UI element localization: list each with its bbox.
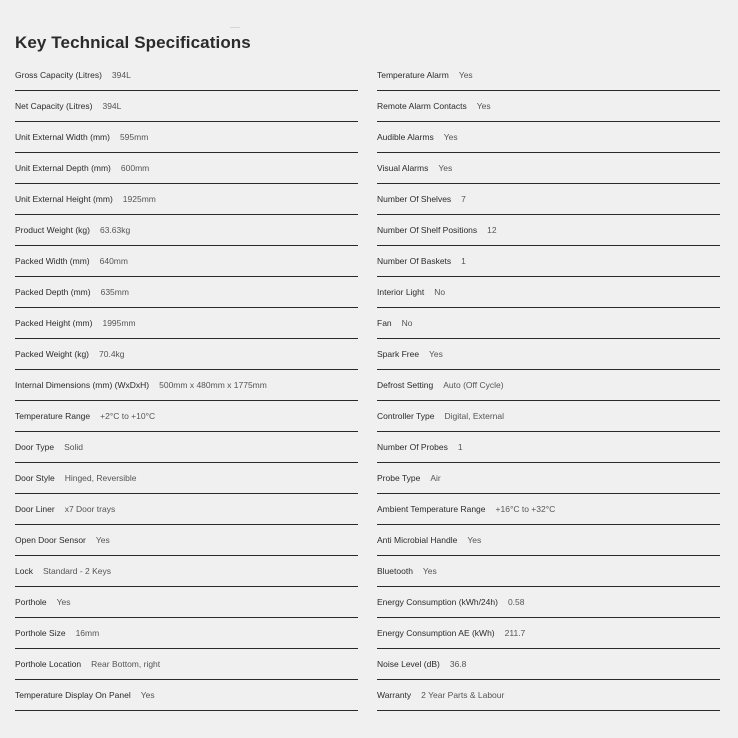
spec-row xyxy=(15,463,358,494)
spec-row xyxy=(15,618,358,649)
spec-value: 640mm xyxy=(99,256,128,266)
spec-value: Digital, External xyxy=(444,411,505,421)
spec-row xyxy=(15,556,358,587)
spec-label: Lock xyxy=(15,566,33,576)
spec-label: Packed Depth (mm) xyxy=(15,287,91,297)
spec-column-left xyxy=(15,60,358,711)
spec-value: 63.63kg xyxy=(99,225,131,235)
spec-row xyxy=(377,246,720,277)
spec-label: Product Weight (kg) xyxy=(15,225,90,235)
spec-label: Bluetooth xyxy=(377,566,413,576)
spec-row xyxy=(377,153,720,184)
spec-label: Noise Level (dB) xyxy=(377,659,440,669)
spec-label: Packed Height (mm) xyxy=(15,318,93,328)
spec-label: Door Style xyxy=(15,473,55,483)
spec-label: Fan xyxy=(377,318,392,328)
spec-label: Probe Type xyxy=(377,473,421,483)
spec-value: Yes xyxy=(429,349,443,359)
spec-column-right xyxy=(377,60,720,711)
spec-value: No xyxy=(401,318,413,328)
spec-value: Hinged, Reversible xyxy=(64,473,137,483)
spec-row xyxy=(377,618,720,649)
spec-label: Warranty xyxy=(377,690,412,700)
spec-row xyxy=(377,277,720,308)
spec-row xyxy=(377,432,720,463)
page-title: Key Technical Specifications xyxy=(15,33,251,52)
spec-columns xyxy=(15,60,720,711)
spec-row xyxy=(377,184,720,215)
spec-label: Defrost Setting xyxy=(377,380,434,390)
spec-value: 1 xyxy=(461,256,466,266)
spec-row xyxy=(377,122,720,153)
spec-label: Visual Alarms xyxy=(377,163,429,173)
spec-row xyxy=(15,184,358,215)
spec-value: 600mm xyxy=(120,163,150,173)
spec-label: Energy Consumption AE (kWh) xyxy=(377,628,495,638)
spec-row xyxy=(15,215,358,246)
spec-row xyxy=(15,649,358,680)
spec-label: Unit External Depth (mm) xyxy=(15,163,111,173)
spec-value: Air xyxy=(430,473,441,483)
spec-label: Open Door Sensor xyxy=(15,535,86,545)
spec-value: 1925mm xyxy=(122,194,156,204)
spec-label: Packed Weight (kg) xyxy=(15,349,90,359)
spec-value: 595mm xyxy=(119,132,149,142)
spec-value: +16°C to +32°C xyxy=(495,504,556,514)
spec-value: Solid xyxy=(64,442,83,452)
spec-value: 16mm xyxy=(75,628,100,638)
spec-row xyxy=(377,370,720,401)
spec-value: 0.58 xyxy=(507,597,525,607)
spec-row xyxy=(377,649,720,680)
spec-value: Yes xyxy=(56,597,71,607)
spec-value: 12 xyxy=(487,225,497,235)
spec-value: Yes xyxy=(458,70,473,80)
spec-label: Packed Width (mm) xyxy=(15,256,90,266)
spec-row xyxy=(15,370,358,401)
spec-label: Spark Free xyxy=(377,349,420,359)
spec-row xyxy=(377,339,720,370)
spec-label: Number Of Baskets xyxy=(377,256,452,266)
spec-row xyxy=(15,680,358,711)
spec-row xyxy=(15,60,358,91)
spec-label: Number Of Shelf Positions xyxy=(377,225,478,235)
spec-label: Internal Dimensions (mm) (WxDxH) xyxy=(15,380,150,390)
spec-value: x7 Door trays xyxy=(64,504,116,514)
spec-row xyxy=(377,91,720,122)
spec-value: Yes xyxy=(438,163,453,173)
spec-row xyxy=(15,494,358,525)
spec-label: Number Of Probes xyxy=(377,442,448,452)
spec-value: No xyxy=(434,287,446,297)
spec-value: Yes xyxy=(422,566,437,576)
spec-label: Porthole xyxy=(15,597,47,607)
spec-value: Yes xyxy=(95,535,110,545)
spec-value: 7 xyxy=(461,194,466,204)
spec-value: 1995mm xyxy=(102,318,136,328)
spec-row xyxy=(15,91,358,122)
spec-row xyxy=(377,308,720,339)
spec-row xyxy=(377,60,720,91)
spec-row xyxy=(377,463,720,494)
spec-label: Interior Light xyxy=(377,287,425,297)
spec-row xyxy=(377,525,720,556)
spec-label: Anti Microbial Handle xyxy=(377,535,458,545)
spec-label: Door Type xyxy=(15,442,55,452)
spec-row xyxy=(15,339,358,370)
spec-label: Energy Consumption (kWh/24h) xyxy=(377,597,498,607)
spec-value: 2 Year Parts & Labour xyxy=(421,690,505,700)
spec-label: Unit External Width (mm) xyxy=(15,132,110,142)
spec-label: Porthole Location xyxy=(15,659,82,669)
spec-row xyxy=(15,401,358,432)
spec-label: Ambient Temperature Range xyxy=(377,504,486,514)
spec-row xyxy=(377,494,720,525)
spec-value: 635mm xyxy=(100,287,129,297)
spec-value: Auto (Off Cycle) xyxy=(443,380,504,390)
spec-label: Gross Capacity (Litres) xyxy=(15,70,102,80)
spec-value: Yes xyxy=(467,535,482,545)
spec-label: Remote Alarm Contacts xyxy=(377,101,467,111)
spec-row xyxy=(15,122,358,153)
spec-label: Audible Alarms xyxy=(377,132,434,142)
spec-value: 211.7 xyxy=(504,628,526,638)
spec-label: Number Of Shelves xyxy=(377,194,452,204)
spec-value: Yes xyxy=(443,132,458,142)
spec-row xyxy=(15,587,358,618)
spec-row xyxy=(15,153,358,184)
spec-value: Rear Bottom, right xyxy=(91,659,161,669)
spec-value: Yes xyxy=(140,690,155,700)
spec-value: 36.8 xyxy=(449,659,467,669)
spec-row xyxy=(377,587,720,618)
spec-label: Temperature Display On Panel xyxy=(15,690,131,700)
spec-label: Porthole Size xyxy=(15,628,66,638)
spec-row xyxy=(377,556,720,587)
spec-value: 394L xyxy=(102,101,122,111)
spec-row xyxy=(377,680,720,711)
spec-label: Temperature Range xyxy=(15,411,91,421)
spec-label: Unit External Height (mm) xyxy=(15,194,113,204)
spec-row xyxy=(15,432,358,463)
spec-label: Door Liner xyxy=(15,504,55,514)
spec-value: Standard - 2 Keys xyxy=(42,566,112,576)
spec-label: Net Capacity (Litres) xyxy=(15,101,93,111)
spec-row xyxy=(15,246,358,277)
spec-value: 1 xyxy=(457,442,463,452)
spec-value: Yes xyxy=(476,101,491,111)
spec-value: 70.4kg xyxy=(99,349,125,359)
spec-row xyxy=(15,308,358,339)
spec-row xyxy=(377,401,720,432)
spec-label: Temperature Alarm xyxy=(377,70,449,80)
spec-label: Controller Type xyxy=(377,411,435,421)
spec-row xyxy=(15,277,358,308)
spec-value: 394L xyxy=(111,70,131,80)
spec-value: +2°C to +10°C xyxy=(100,411,156,421)
top-divider xyxy=(230,27,240,28)
spec-row xyxy=(15,525,358,556)
spec-row xyxy=(377,215,720,246)
spec-value: 500mm x 480mm x 1775mm xyxy=(159,380,267,390)
